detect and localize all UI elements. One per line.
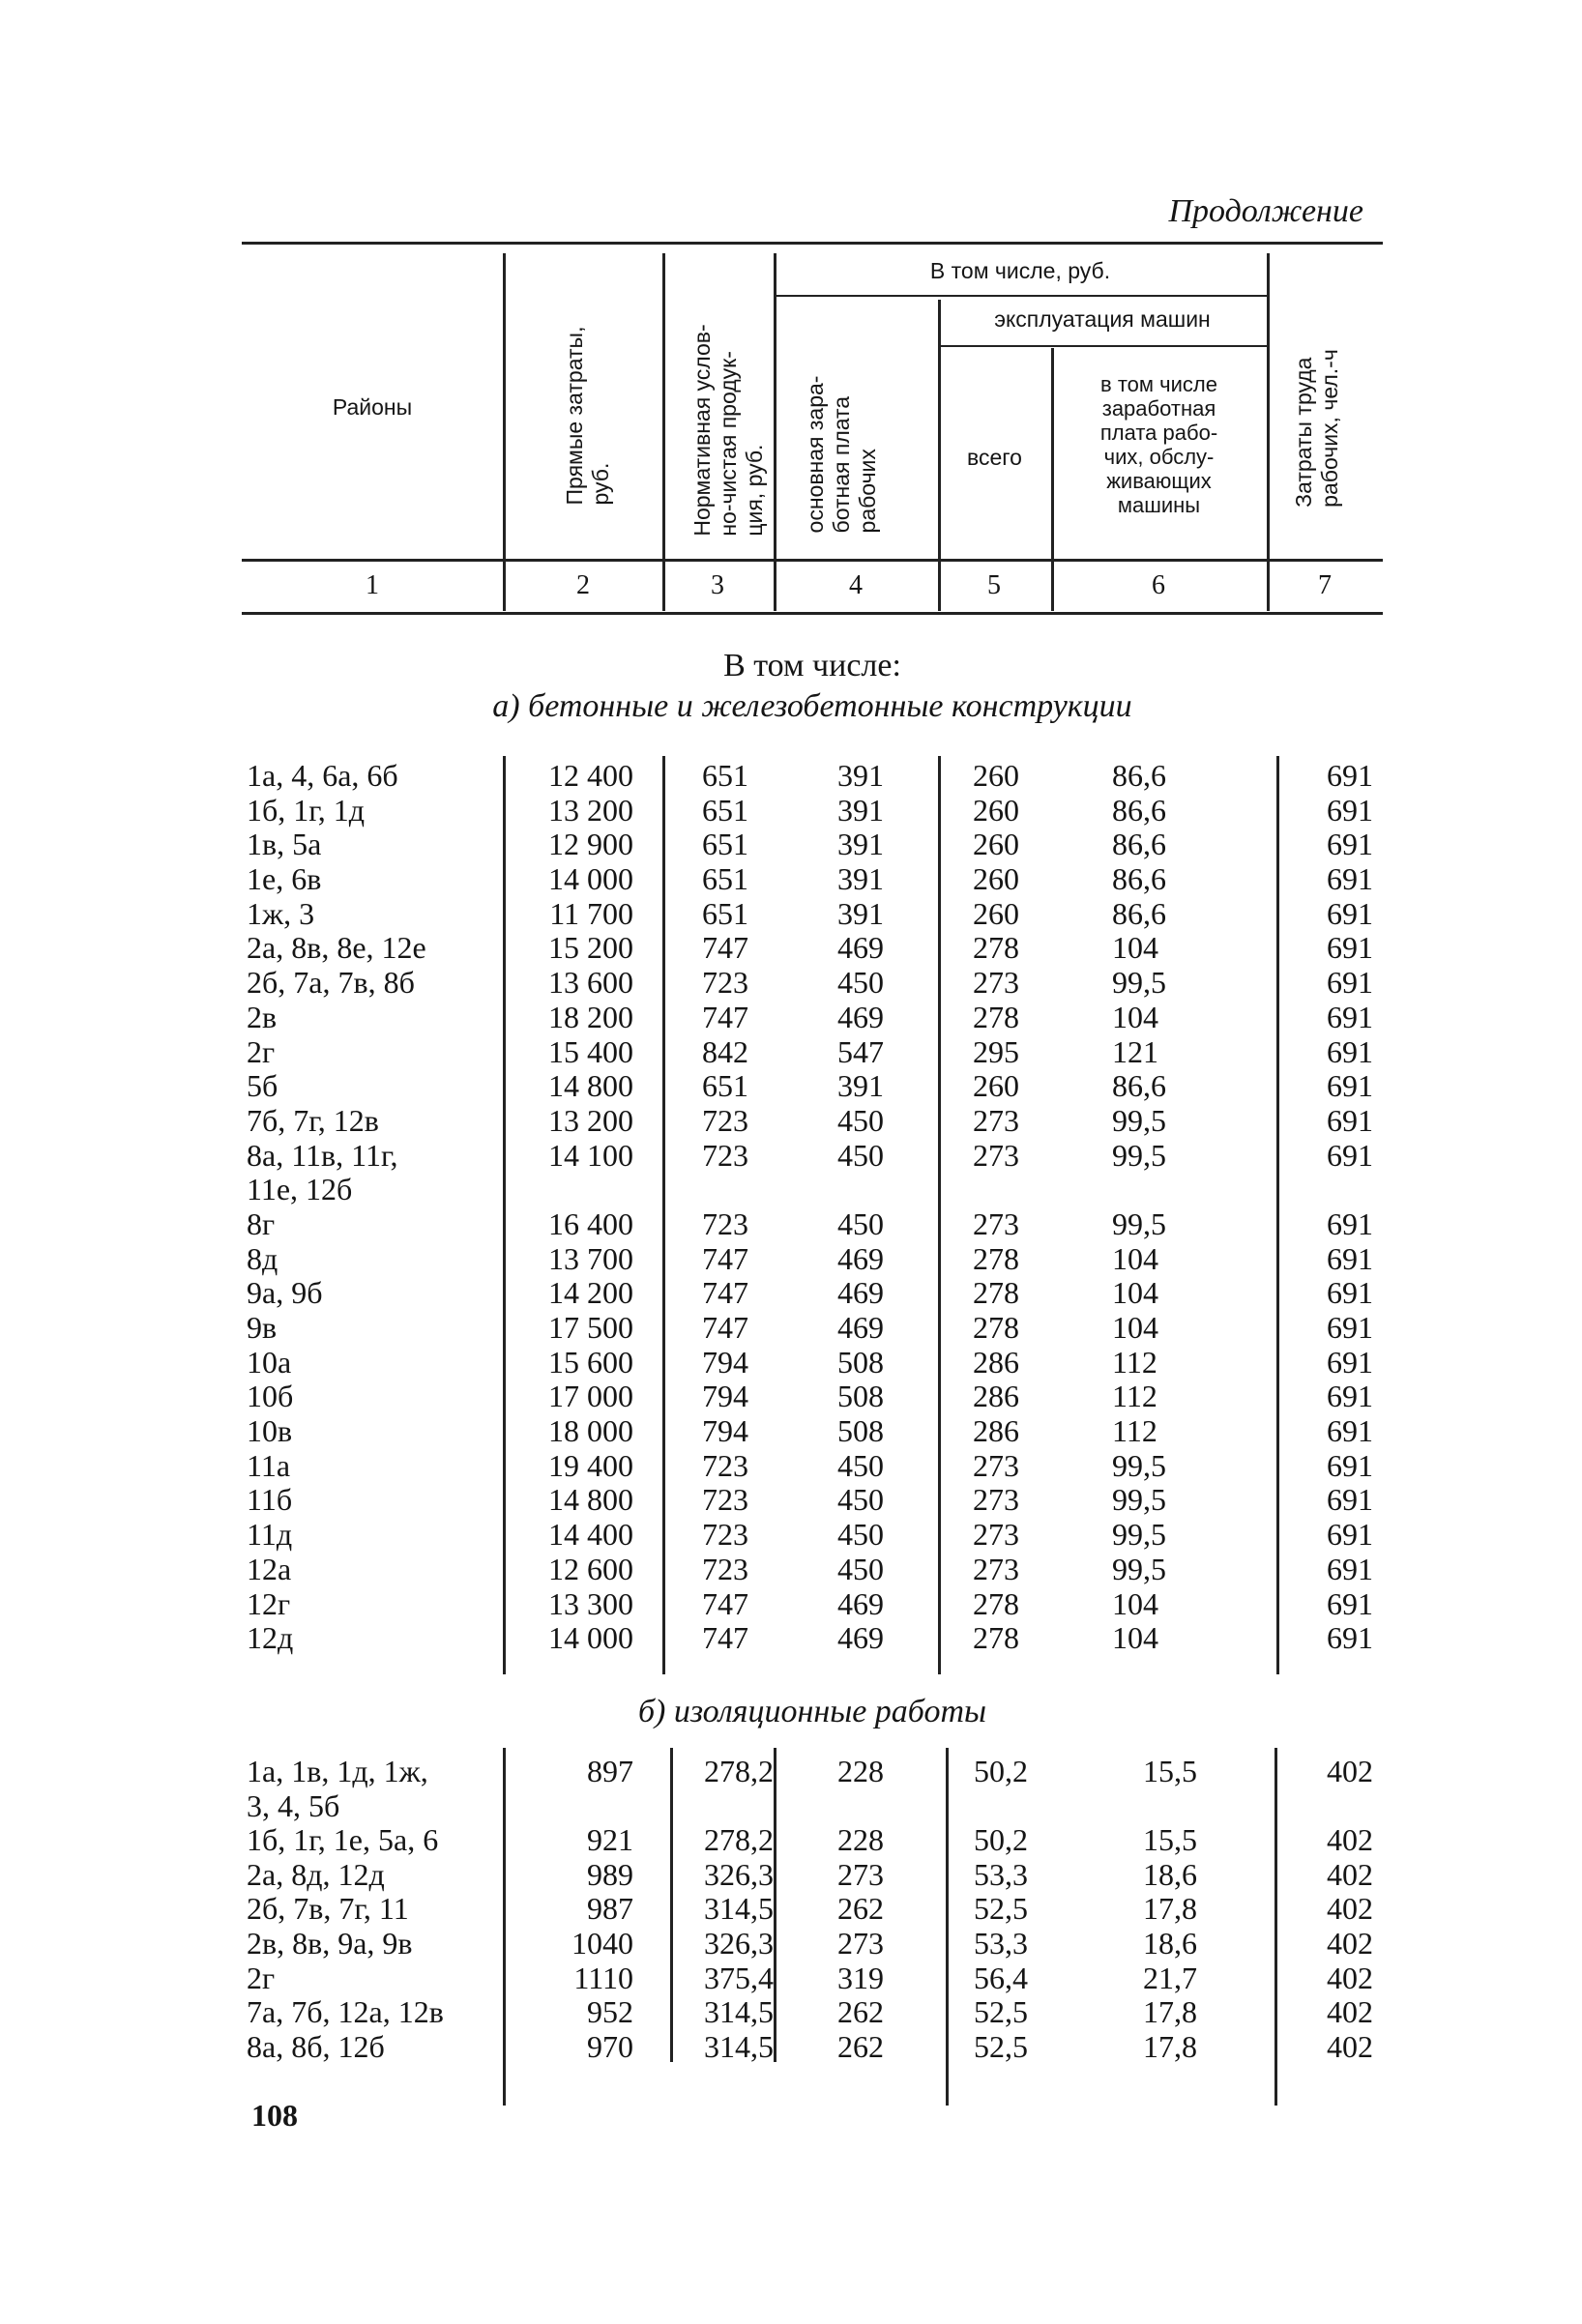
labor-cell: 691 xyxy=(1327,1068,1373,1104)
base-wage-cell: 450 xyxy=(837,1206,884,1241)
machine-total-cell: 295 xyxy=(973,1033,1019,1069)
direct-costs-cell: 18 200 xyxy=(548,999,633,1034)
machine-total-cell: 52,5 xyxy=(974,1891,1028,1927)
operator-wage-cell: 86,6 xyxy=(1112,758,1166,793)
labor-cell: 691 xyxy=(1327,1620,1373,1656)
labor-cell: 691 xyxy=(1327,861,1373,897)
machine-total-cell: 56,4 xyxy=(974,1960,1028,1995)
operator-wage-cell: 18,6 xyxy=(1143,1856,1197,1892)
operator-wage-cell: 18,6 xyxy=(1143,1925,1197,1961)
normative-output-cell: 314,5 xyxy=(704,2028,774,2064)
header-col5-total: всего xyxy=(967,445,1022,470)
direct-costs-cell: 921 xyxy=(587,1822,633,1858)
operator-wage-cell: 104 xyxy=(1112,999,1158,1034)
operator-wage-cell: 99,5 xyxy=(1112,1206,1166,1241)
machine-total-cell: 278 xyxy=(973,1240,1019,1276)
operator-wage-cell: 104 xyxy=(1112,1585,1158,1621)
normative-output-cell: 723 xyxy=(702,1137,748,1173)
direct-costs-cell: 16 400 xyxy=(548,1206,633,1241)
region-cell: 2а, 8в, 8е, 12е xyxy=(247,930,426,966)
section-including-title: В том числе: xyxy=(723,648,901,683)
region-cell: 8а, 11в, 11г, 11е, 12б xyxy=(247,1137,398,1207)
header-col6-operator-wage: в том числе заработная плата рабо- чих, обслу- живающих машины xyxy=(1099,372,1218,517)
region-cell: 2г xyxy=(247,1960,276,1995)
region-cell: 11д xyxy=(247,1517,293,1553)
machine-total-cell: 273 xyxy=(973,1517,1019,1553)
base-wage-cell: 450 xyxy=(837,1551,884,1586)
operator-wage-cell: 104 xyxy=(1112,1310,1158,1346)
labor-cell: 691 xyxy=(1327,1344,1373,1380)
region-cell: 2а, 8д, 12д xyxy=(247,1856,385,1892)
header-sep-6 xyxy=(1267,253,1270,611)
machine-total-cell: 278 xyxy=(973,1310,1019,1346)
table-row xyxy=(0,1449,1582,1484)
base-wage-cell: 508 xyxy=(837,1413,884,1449)
labor-cell: 691 xyxy=(1327,930,1373,966)
region-cell: 8г xyxy=(247,1206,276,1241)
table-row xyxy=(0,1207,1582,1242)
direct-costs-cell: 14 000 xyxy=(548,1620,633,1656)
machine-total-cell: 273 xyxy=(973,1447,1019,1483)
labor-cell: 691 xyxy=(1327,1240,1373,1276)
labor-cell: 691 xyxy=(1327,1413,1373,1449)
table-row xyxy=(0,1587,1582,1622)
column-number-6: 6 xyxy=(1152,570,1165,600)
operator-wage-cell: 15,5 xyxy=(1143,1822,1197,1858)
region-cell: 12г xyxy=(247,1585,291,1621)
labor-cell: 691 xyxy=(1327,1102,1373,1138)
machine-total-cell: 286 xyxy=(973,1413,1019,1449)
table-row xyxy=(0,1276,1582,1311)
base-wage-cell: 450 xyxy=(837,1137,884,1173)
table-row xyxy=(0,1380,1582,1414)
normative-output-cell: 747 xyxy=(702,930,748,966)
direct-costs-cell: 13 200 xyxy=(548,1102,633,1138)
direct-costs-cell: 970 xyxy=(587,2028,633,2064)
machine-total-cell: 273 xyxy=(973,1206,1019,1241)
direct-costs-cell: 17 500 xyxy=(548,1310,633,1346)
normative-output-cell: 651 xyxy=(702,792,748,828)
operator-wage-cell: 17,8 xyxy=(1143,1994,1197,2030)
table-row xyxy=(0,1139,1582,1207)
table-row xyxy=(0,1311,1582,1346)
table-row xyxy=(0,1518,1582,1553)
machine-total-cell: 52,5 xyxy=(974,2028,1028,2064)
normative-output-cell: 723 xyxy=(702,965,748,1001)
direct-costs-cell: 19 400 xyxy=(548,1447,633,1483)
base-wage-cell: 391 xyxy=(837,758,884,793)
normative-output-cell: 723 xyxy=(702,1447,748,1483)
header-col7-labor: Затраты труда рабочих, чел.-ч xyxy=(1291,349,1342,508)
base-wage-cell: 469 xyxy=(837,1620,884,1656)
region-cell: 10б xyxy=(247,1379,294,1414)
labor-cell: 691 xyxy=(1327,895,1373,931)
table-row xyxy=(0,1553,1582,1587)
table-row xyxy=(0,1104,1582,1139)
operator-wage-cell: 99,5 xyxy=(1112,1137,1166,1173)
region-cell: 12д xyxy=(247,1620,294,1656)
machine-total-cell: 273 xyxy=(973,1137,1019,1173)
labor-cell: 402 xyxy=(1327,1754,1373,1788)
region-cell: 10а xyxy=(247,1344,292,1380)
normative-output-cell: 651 xyxy=(702,827,748,862)
direct-costs-cell: 1110 xyxy=(573,1960,633,1995)
base-wage-cell: 450 xyxy=(837,1517,884,1553)
table-row xyxy=(0,862,1582,897)
table-row xyxy=(0,1755,1582,1823)
labor-cell: 402 xyxy=(1327,1994,1373,2030)
machine-total-cell: 273 xyxy=(973,965,1019,1001)
normative-output-cell: 842 xyxy=(702,1033,748,1069)
labor-cell: 402 xyxy=(1327,1822,1373,1858)
region-cell: 11а xyxy=(247,1447,291,1483)
machine-total-cell: 286 xyxy=(973,1379,1019,1414)
table-row xyxy=(0,1414,1582,1449)
column-number-1: 1 xyxy=(366,570,379,600)
normative-output-cell: 747 xyxy=(702,1620,748,1656)
base-wage-cell: 262 xyxy=(837,2028,884,2064)
labor-cell: 691 xyxy=(1327,1379,1373,1414)
machine-total-cell: 260 xyxy=(973,792,1019,828)
operator-wage-cell: 104 xyxy=(1112,1240,1158,1276)
machine-total-cell: 260 xyxy=(973,827,1019,862)
subheader-rule-2 xyxy=(938,345,1267,347)
machine-total-cell: 278 xyxy=(973,930,1019,966)
base-wage-cell: 469 xyxy=(837,999,884,1034)
region-cell: 1ж, 3 xyxy=(247,895,315,931)
header-sep-1 xyxy=(503,253,506,611)
operator-wage-cell: 99,5 xyxy=(1112,1102,1166,1138)
region-cell: 11б xyxy=(247,1482,293,1518)
base-wage-cell: 319 xyxy=(837,1960,884,1995)
table-row xyxy=(0,1823,1582,1858)
labor-cell: 691 xyxy=(1327,1310,1373,1346)
section-a-rows xyxy=(0,759,1582,1656)
base-wage-cell: 273 xyxy=(837,1925,884,1961)
direct-costs-cell: 14 800 xyxy=(548,1482,633,1518)
base-wage-cell: 547 xyxy=(837,1033,884,1069)
labor-cell: 402 xyxy=(1327,1856,1373,1892)
operator-wage-cell: 104 xyxy=(1112,1275,1158,1311)
direct-costs-cell: 15 200 xyxy=(548,930,633,966)
normative-output-cell: 794 xyxy=(702,1379,748,1414)
normative-output-cell: 723 xyxy=(702,1102,748,1138)
normative-output-cell: 278,2 xyxy=(704,1754,774,1788)
labor-cell: 691 xyxy=(1327,1482,1373,1518)
table-row xyxy=(0,2030,1582,2065)
operator-wage-cell: 17,8 xyxy=(1143,1891,1197,1927)
direct-costs-cell: 989 xyxy=(587,1856,633,1892)
region-cell: 1б, 1г, 1д xyxy=(247,792,366,828)
labor-cell: 402 xyxy=(1327,2028,1373,2064)
header-regions: Районы xyxy=(332,394,413,420)
normative-output-cell: 314,5 xyxy=(704,1994,774,2030)
normative-output-cell: 278,2 xyxy=(704,1822,774,1858)
direct-costs-cell: 987 xyxy=(587,1891,633,1927)
table-row xyxy=(0,794,1582,828)
normative-output-cell: 651 xyxy=(702,758,748,793)
section-a-subtitle: а) бетонные и железобетонные конструкции xyxy=(492,688,1132,724)
normative-output-cell: 747 xyxy=(702,1585,748,1621)
operator-wage-cell: 15,5 xyxy=(1143,1754,1197,1788)
base-wage-cell: 469 xyxy=(837,930,884,966)
labor-cell: 691 xyxy=(1327,1206,1373,1241)
region-cell: 1б, 1г, 1е, 5а, 6 xyxy=(247,1822,439,1858)
labor-cell: 691 xyxy=(1327,1551,1373,1586)
region-cell: 1а, 1в, 1д, 1ж, 3, 4, 5б xyxy=(247,1754,428,1823)
direct-costs-cell: 13 200 xyxy=(548,792,633,828)
direct-costs-cell: 14 000 xyxy=(548,861,633,897)
operator-wage-cell: 99,5 xyxy=(1112,1551,1166,1586)
region-cell: 2б, 7а, 7в, 8б xyxy=(247,965,415,1001)
continuation-label: Продолжение xyxy=(1168,193,1363,229)
header-col2-direct-costs: Прямые затраты, руб. xyxy=(562,326,613,506)
labor-cell: 402 xyxy=(1327,1891,1373,1927)
region-cell: 7а, 7б, 12а, 12в xyxy=(247,1994,444,2030)
direct-costs-cell: 14 800 xyxy=(548,1068,633,1104)
labor-cell: 691 xyxy=(1327,999,1373,1034)
column-number-3: 3 xyxy=(711,570,724,600)
operator-wage-cell: 112 xyxy=(1112,1379,1157,1414)
direct-costs-cell: 897 xyxy=(587,1754,633,1788)
labor-cell: 691 xyxy=(1327,1275,1373,1311)
labor-cell: 402 xyxy=(1327,1925,1373,1961)
base-wage-cell: 391 xyxy=(837,792,884,828)
base-wage-cell: 469 xyxy=(837,1275,884,1311)
operator-wage-cell: 86,6 xyxy=(1112,792,1166,828)
operator-wage-cell: 86,6 xyxy=(1112,827,1166,862)
region-cell: 1а, 4, 6а, 6б xyxy=(247,758,398,793)
region-cell: 8д xyxy=(247,1240,278,1276)
labor-cell: 691 xyxy=(1327,758,1373,793)
page-number: 108 xyxy=(251,2098,298,2133)
column-number-7: 7 xyxy=(1318,570,1332,600)
region-cell: 2в xyxy=(247,999,278,1034)
labor-cell: 691 xyxy=(1327,1447,1373,1483)
base-wage-cell: 450 xyxy=(837,1482,884,1518)
table-row xyxy=(0,1001,1582,1035)
table-row xyxy=(0,1346,1582,1380)
table-row xyxy=(0,1892,1582,1927)
direct-costs-cell: 17 000 xyxy=(548,1379,633,1414)
base-wage-cell: 508 xyxy=(837,1344,884,1380)
normative-output-cell: 375,4 xyxy=(704,1960,774,1995)
operator-wage-cell: 86,6 xyxy=(1112,861,1166,897)
table-row xyxy=(0,1242,1582,1277)
base-wage-cell: 469 xyxy=(837,1240,884,1276)
header-machine-operation: эксплуатация машин xyxy=(994,306,1211,332)
table-row xyxy=(0,966,1582,1001)
labor-cell: 691 xyxy=(1327,1137,1373,1173)
machine-total-cell: 278 xyxy=(973,1275,1019,1311)
machine-total-cell: 260 xyxy=(973,1068,1019,1104)
header-col3-normative-output: Нормативная услов- но-чистая продук- ция, руб. xyxy=(688,324,767,537)
labor-cell: 691 xyxy=(1327,1033,1373,1069)
table-row xyxy=(0,1069,1582,1104)
table-row xyxy=(0,759,1582,794)
table-row xyxy=(0,1961,1582,1996)
machine-total-cell: 278 xyxy=(973,999,1019,1034)
base-wage-cell: 450 xyxy=(837,1102,884,1138)
base-wage-cell: 273 xyxy=(837,1856,884,1892)
operator-wage-cell: 99,5 xyxy=(1112,1447,1166,1483)
machine-total-cell: 278 xyxy=(973,1620,1019,1656)
header-sep-2 xyxy=(662,253,665,611)
machine-total-cell: 273 xyxy=(973,1102,1019,1138)
operator-wage-cell: 86,6 xyxy=(1112,1068,1166,1104)
machine-total-cell: 278 xyxy=(973,1585,1019,1621)
region-cell: 10в xyxy=(247,1413,293,1449)
base-wage-cell: 450 xyxy=(837,965,884,1001)
normative-output-cell: 747 xyxy=(702,999,748,1034)
operator-wage-cell: 104 xyxy=(1112,930,1158,966)
table-row xyxy=(0,1035,1582,1070)
base-wage-cell: 469 xyxy=(837,1310,884,1346)
normative-output-cell: 314,5 xyxy=(704,1891,774,1927)
machine-total-cell: 273 xyxy=(973,1482,1019,1518)
table-row xyxy=(0,1927,1582,1961)
region-cell: 1е, 6в xyxy=(247,861,322,897)
operator-wage-cell: 99,5 xyxy=(1112,1482,1166,1518)
labor-cell: 691 xyxy=(1327,827,1373,862)
operator-wage-cell: 86,6 xyxy=(1112,895,1166,931)
normative-output-cell: 651 xyxy=(702,1068,748,1104)
normative-output-cell: 723 xyxy=(702,1482,748,1518)
operator-wage-cell: 104 xyxy=(1112,1620,1158,1656)
labor-cell: 691 xyxy=(1327,1585,1373,1621)
region-cell: 9в xyxy=(247,1310,278,1346)
labor-cell: 691 xyxy=(1327,792,1373,828)
base-wage-cell: 508 xyxy=(837,1379,884,1414)
table-row xyxy=(0,1483,1582,1518)
table-row xyxy=(0,931,1582,966)
normative-output-cell: 794 xyxy=(702,1413,748,1449)
table-row xyxy=(0,1858,1582,1893)
normative-output-cell: 747 xyxy=(702,1310,748,1346)
normative-output-cell: 651 xyxy=(702,895,748,931)
base-wage-cell: 228 xyxy=(837,1754,884,1788)
numbers-bottom-rule xyxy=(242,612,1383,615)
labor-cell: 402 xyxy=(1327,1960,1373,1995)
normative-output-cell: 723 xyxy=(702,1551,748,1586)
base-wage-cell: 391 xyxy=(837,1068,884,1104)
normative-output-cell: 794 xyxy=(702,1344,748,1380)
direct-costs-cell: 18 000 xyxy=(548,1413,633,1449)
operator-wage-cell: 112 xyxy=(1112,1413,1157,1449)
direct-costs-cell: 12 600 xyxy=(548,1551,633,1586)
operator-wage-cell: 121 xyxy=(1112,1033,1158,1069)
table-row xyxy=(0,897,1582,932)
region-cell: 12а xyxy=(247,1551,292,1586)
region-cell: 7б, 7г, 12в xyxy=(247,1102,379,1138)
machine-total-cell: 260 xyxy=(973,861,1019,897)
section-b-subtitle: б) изоляционные работы xyxy=(637,1694,987,1729)
machine-total-cell: 260 xyxy=(973,895,1019,931)
direct-costs-cell: 11 700 xyxy=(549,895,633,931)
direct-costs-cell: 13 700 xyxy=(548,1240,633,1276)
table-row xyxy=(0,1621,1582,1656)
column-number-5: 5 xyxy=(987,570,1001,600)
normative-output-cell: 326,3 xyxy=(704,1925,774,1961)
column-number-4: 4 xyxy=(849,570,863,600)
section-b-rows xyxy=(0,1755,1582,2064)
operator-wage-cell: 112 xyxy=(1112,1344,1157,1380)
machine-total-cell: 53,3 xyxy=(974,1925,1028,1961)
labor-cell: 691 xyxy=(1327,965,1373,1001)
normative-output-cell: 747 xyxy=(702,1240,748,1276)
normative-output-cell: 723 xyxy=(702,1206,748,1241)
base-wage-cell: 391 xyxy=(837,827,884,862)
base-wage-cell: 228 xyxy=(837,1822,884,1858)
base-wage-cell: 450 xyxy=(837,1447,884,1483)
machine-total-cell: 273 xyxy=(973,1551,1019,1586)
region-cell: 2в, 8в, 9а, 9в xyxy=(247,1925,413,1961)
base-wage-cell: 262 xyxy=(837,1891,884,1927)
region-cell: 2б, 7в, 7г, 11 xyxy=(247,1891,409,1927)
direct-costs-cell: 15 600 xyxy=(548,1344,633,1380)
direct-costs-cell: 952 xyxy=(587,1994,633,2030)
normative-output-cell: 723 xyxy=(702,1517,748,1553)
machine-total-cell: 50,2 xyxy=(974,1754,1028,1788)
base-wage-cell: 391 xyxy=(837,861,884,897)
operator-wage-cell: 99,5 xyxy=(1112,1517,1166,1553)
base-wage-cell: 262 xyxy=(837,1994,884,2030)
direct-costs-cell: 14 400 xyxy=(548,1517,633,1553)
table-row xyxy=(0,1995,1582,2030)
region-cell: 9а, 9б xyxy=(247,1275,323,1311)
labor-cell: 691 xyxy=(1327,1517,1373,1553)
direct-costs-cell: 13 600 xyxy=(548,965,633,1001)
operator-wage-cell: 99,5 xyxy=(1112,965,1166,1001)
header-top-rule xyxy=(242,242,1383,245)
subheader-rule-1 xyxy=(774,295,1267,297)
direct-costs-cell: 14 200 xyxy=(548,1275,633,1311)
header-col4-base-wage: основная зара- ботная плата рабочих xyxy=(802,375,880,534)
region-cell: 8а, 8б, 12б xyxy=(247,2028,385,2064)
operator-wage-cell: 17,8 xyxy=(1143,2028,1197,2064)
region-cell: 5б xyxy=(247,1068,278,1104)
machine-total-cell: 53,3 xyxy=(974,1856,1028,1892)
machine-total-cell: 286 xyxy=(973,1344,1019,1380)
base-wage-cell: 391 xyxy=(837,895,884,931)
operator-wage-cell: 21,7 xyxy=(1143,1960,1197,1995)
header-including-rub: В том числе, руб. xyxy=(929,258,1111,283)
direct-costs-cell: 12 400 xyxy=(548,758,633,793)
region-cell: 1в, 5а xyxy=(247,827,322,862)
direct-costs-cell: 12 900 xyxy=(548,827,633,862)
direct-costs-cell: 13 300 xyxy=(548,1585,633,1621)
machine-total-cell: 50,2 xyxy=(974,1822,1028,1858)
table-row xyxy=(0,828,1582,862)
region-cell: 2г xyxy=(247,1033,276,1069)
base-wage-cell: 469 xyxy=(837,1585,884,1621)
direct-costs-cell: 14 100 xyxy=(548,1137,633,1173)
machine-total-cell: 52,5 xyxy=(974,1994,1028,2030)
machine-total-cell: 260 xyxy=(973,758,1019,793)
normative-output-cell: 326,3 xyxy=(704,1856,774,1892)
direct-costs-cell: 1040 xyxy=(571,1925,633,1961)
normative-output-cell: 747 xyxy=(702,1275,748,1311)
normative-output-cell: 651 xyxy=(702,861,748,897)
column-number-2: 2 xyxy=(576,570,590,600)
direct-costs-cell: 15 400 xyxy=(548,1033,633,1069)
